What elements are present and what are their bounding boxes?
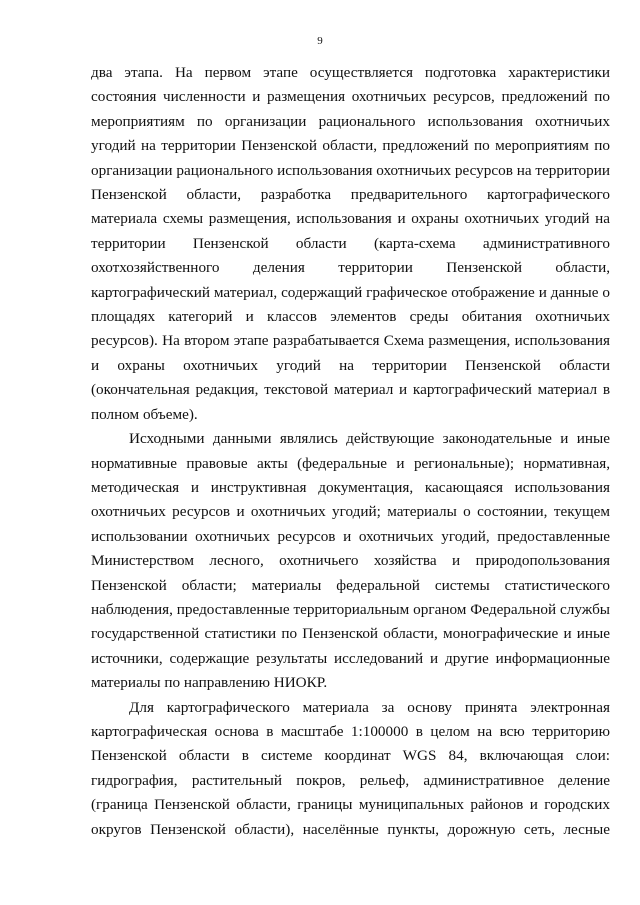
paragraph-cartographic-basis: Для картографического материала за основу принята электронная картографическая основа в масштабе 1:100000 в целом на всю территорию Пензенской области в системе координат WGS 84, включающая слои: гидрография, растительный покров, рельеф, административное деление (граница Пензенской области, границы муниципальных районов и городских округов Пензенской области), населённые пункты, дорожную сеть, лесные bbox=[91, 698, 610, 838]
page-number: 9 bbox=[317, 35, 323, 47]
body-text bbox=[91, 61, 610, 842]
paragraph-source-data: Исходными данными являлись действующие законодательные и иные нормативные правовые акты (федеральные и региональные); нормативная, методическая и инструктивная документация, касающаяся использования охотничьих ресурсов и охотничьих угодий; материалы о состоянии, текущем использовании охотничьих ресурсов и охотничьих угодий, предоставленные Министерством лесного, охотничьего хозяйства и природопользования Пензенской области; материалы федеральной системы статистического наблюдения, предоставленные территориальным органом Федеральной службы государственной статистики по Пензенской области, монографические и иные источники, содержащие результаты исследований и другие информационные материалы по направлению НИОКР. bbox=[91, 430, 610, 692]
paragraph-continuation: два этапа. На первом этапе осуществляется подготовка характеристики состояния численности и размещения охотничьих ресурсов, предложений по мероприятиям по организации рационального использования охотничьих угодий на территории Пензенской области, предложений по мероприятиям по организации рационального использования охотничьих ресурсов на территории Пензенской области, разработка предварительного картографического материала схемы размещения, использования и охраны охотничьих угодий на территории Пензенской области (карта-схема административного охотхозяйственного деления территории Пензенской области, картографический материал, содержащий графическое отображение и данные о площадях категорий и классов элементов среды обитания охотничьих ресурсов). На втором этапе разрабатывается Схема размещения, использования и охраны охотничьих угодий на территории Пензенской области (окончательная редакция, текстовой материал и картографический материал в полном объеме). bbox=[91, 64, 610, 423]
